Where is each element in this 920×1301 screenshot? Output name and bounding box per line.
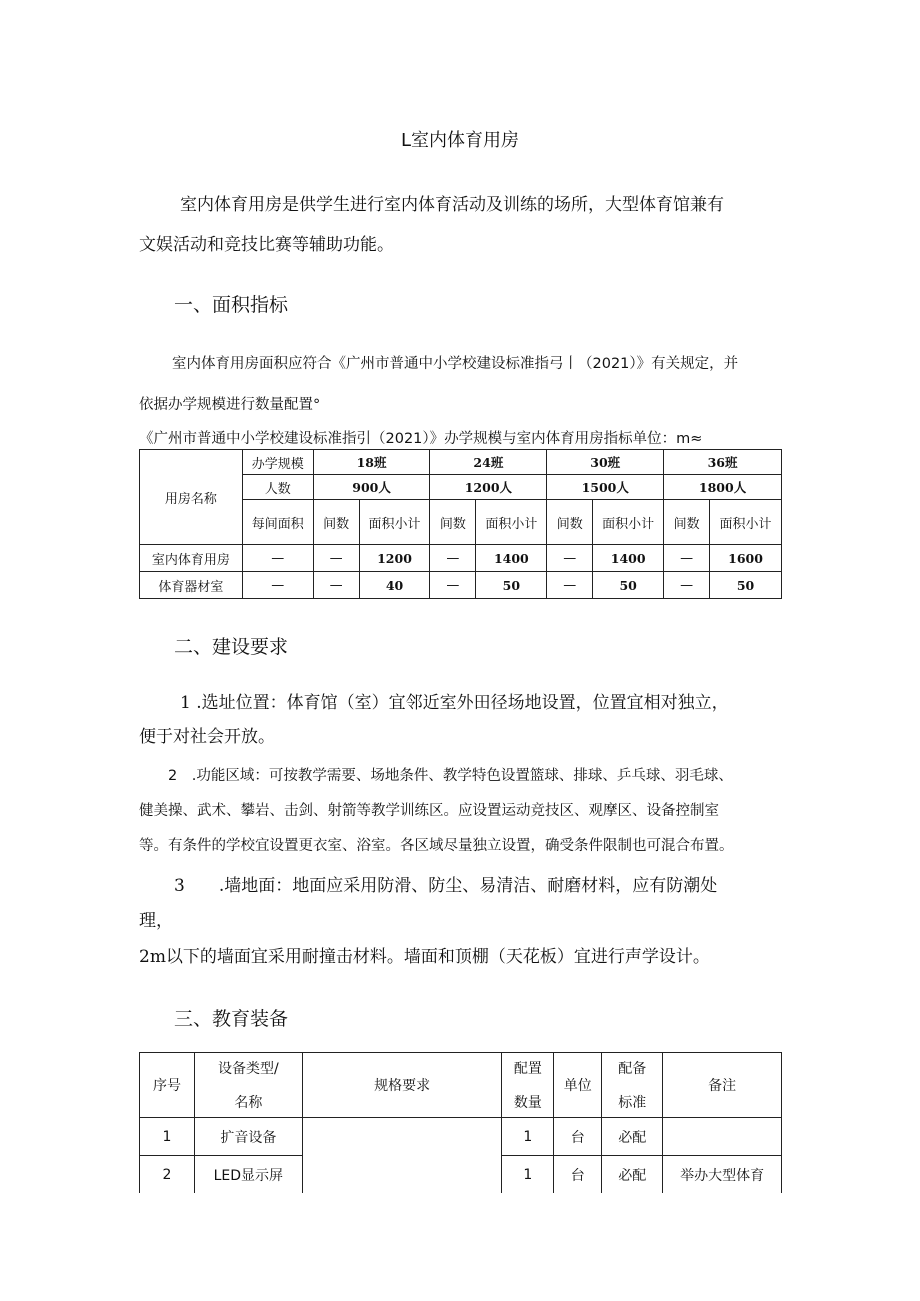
note-cell: 举办大型体育 xyxy=(663,1156,782,1194)
table-row xyxy=(140,1118,782,1156)
req-2-line-3: 等。有条件的学校宜设置更衣室、浴室。各区域尽量独立设置，确受条件限制也可混合布置。 xyxy=(139,838,734,854)
type-header-line-1: 设备类型/ xyxy=(217,1061,279,1077)
table-caption: 《广州市普通中小学校建设标准指引（2021）》办学规模与室内体育用房指标单位：m≈ xyxy=(139,431,703,447)
room-name: 室内体育用房 xyxy=(140,545,243,572)
note-cell xyxy=(663,1118,782,1156)
req-2-line-2: 健美操、武术、攀岩、击剑、射箭等教学训练区。应设置运动竞技区、观摩区、设备控制室 xyxy=(139,803,719,819)
req-3-line-3: 2m以下的墙面宜采用耐撞击材料。墙面和顶棚（天花板）宜进行声学设计。 xyxy=(139,947,710,967)
std-header-line-1: 配备 xyxy=(618,1061,647,1077)
scale-24: 24班 xyxy=(430,450,547,475)
section-heading-equipment: 三、教育装备 xyxy=(174,1008,289,1030)
table-header-row xyxy=(140,450,782,475)
req-1-line-2: 便于对社会开放。 xyxy=(139,727,275,747)
section-heading-area: 一、面积指标 xyxy=(174,294,289,316)
count-value: — xyxy=(664,572,710,599)
room-name: 体育器材室 xyxy=(140,572,243,599)
table-row xyxy=(140,545,782,572)
unit-cell: 台 xyxy=(554,1156,602,1194)
subtotal-value: 50 xyxy=(710,572,782,599)
count-value: — xyxy=(547,572,593,599)
area-para-line-1: 室内体育用房面积应符合《广州市普通中小学校建设标准指弓丨（2021）》有关规定，并 xyxy=(172,356,739,372)
spec-cell xyxy=(302,1118,502,1156)
spec-header: 规格要求 xyxy=(302,1053,502,1118)
req-3-line-2: 理， xyxy=(139,911,173,931)
area-index-table xyxy=(139,449,782,599)
scale-18: 18班 xyxy=(313,450,430,475)
count-header: 间数 xyxy=(547,500,593,545)
subtotal-header: 面积小计 xyxy=(476,500,547,545)
section-heading-construction: 二、建设要求 xyxy=(174,636,289,658)
unit-cell: 台 xyxy=(554,1118,602,1156)
seq-header: 序号 xyxy=(140,1053,195,1118)
spec-cell xyxy=(302,1156,502,1194)
area-para-line-2: 依据办学规模进行数量配置° xyxy=(139,397,321,413)
people-36: 1800人 xyxy=(664,475,782,500)
seq-cell: 1 xyxy=(140,1118,195,1156)
per-room-area-header: 每间面积 xyxy=(242,500,313,545)
req-1-line-1: 1 .选址位置：体育馆（室）宜邻近室外田径场地设置，位置宜相对独立， xyxy=(180,693,729,713)
seq-cell: 2 xyxy=(140,1156,195,1194)
qty-header xyxy=(502,1053,554,1118)
per-room-value: — xyxy=(242,572,313,599)
std-cell: 必配 xyxy=(602,1118,663,1156)
intro-line-1: 室内体育用房是供学生进行室内体育活动及训练的场所，大型体育馆兼有 xyxy=(180,195,724,215)
table-row xyxy=(140,1156,782,1194)
intro-line-2: 文娱活动和竞技比赛等辅助功能。 xyxy=(139,235,394,255)
people-18: 900人 xyxy=(313,475,430,500)
subtotal-value: 1600 xyxy=(710,545,782,572)
subtotal-value: 50 xyxy=(593,572,664,599)
req-3-line-1: 3 .墙地面：地面应采用防滑、防尘、易清洁、耐磨材料，应有防潮处 xyxy=(174,876,718,896)
count-value: — xyxy=(547,545,593,572)
equipment-name: LED显示屏 xyxy=(194,1156,302,1194)
subtotal-header: 面积小计 xyxy=(593,500,664,545)
subtotal-header: 面积小计 xyxy=(359,500,430,545)
equipment-name: 扩音设备 xyxy=(194,1118,302,1156)
subtotal-value: 1400 xyxy=(476,545,547,572)
unit-header: 单位 xyxy=(554,1053,602,1118)
room-name-header: 用房名称 xyxy=(140,450,243,545)
page-title: L室内体育用房 xyxy=(400,130,520,151)
equipment-table xyxy=(139,1052,782,1193)
people-30: 1500人 xyxy=(547,475,664,500)
count-header: 间数 xyxy=(430,500,476,545)
count-value: — xyxy=(430,572,476,599)
table-row xyxy=(140,572,782,599)
note-header: 备注 xyxy=(663,1053,782,1118)
qty-header-line-1: 配置 xyxy=(513,1061,542,1077)
people-24: 1200人 xyxy=(430,475,547,500)
std-header-line-2: 标准 xyxy=(618,1095,647,1111)
std-header xyxy=(602,1053,663,1118)
std-cell: 必配 xyxy=(602,1156,663,1194)
count-value: — xyxy=(313,572,359,599)
table-header-row xyxy=(140,1053,782,1118)
count-header: 间数 xyxy=(664,500,710,545)
subtotal-value: 1400 xyxy=(593,545,664,572)
subtotal-value: 1200 xyxy=(359,545,430,572)
type-header xyxy=(194,1053,302,1118)
people-label: 人数 xyxy=(242,475,313,500)
qty-cell: 1 xyxy=(502,1156,554,1194)
type-header-line-2: 名称 xyxy=(234,1095,263,1111)
qty-cell: 1 xyxy=(502,1118,554,1156)
qty-header-line-2: 数量 xyxy=(513,1095,542,1111)
per-room-value: — xyxy=(242,545,313,572)
count-header: 间数 xyxy=(313,500,359,545)
subtotal-value: 40 xyxy=(359,572,430,599)
count-value: — xyxy=(313,545,359,572)
subtotal-header: 面积小计 xyxy=(710,500,782,545)
subtotal-value: 50 xyxy=(476,572,547,599)
scale-30: 30班 xyxy=(547,450,664,475)
req-2-line-1: 2 .功能区域：可按教学需要、场地条件、教学特色设置篮球、排球、乒乓球、羽毛球、 xyxy=(168,768,733,784)
count-value: — xyxy=(664,545,710,572)
scale-label: 办学规模 xyxy=(242,450,313,475)
count-value: — xyxy=(430,545,476,572)
scale-36: 36班 xyxy=(664,450,782,475)
